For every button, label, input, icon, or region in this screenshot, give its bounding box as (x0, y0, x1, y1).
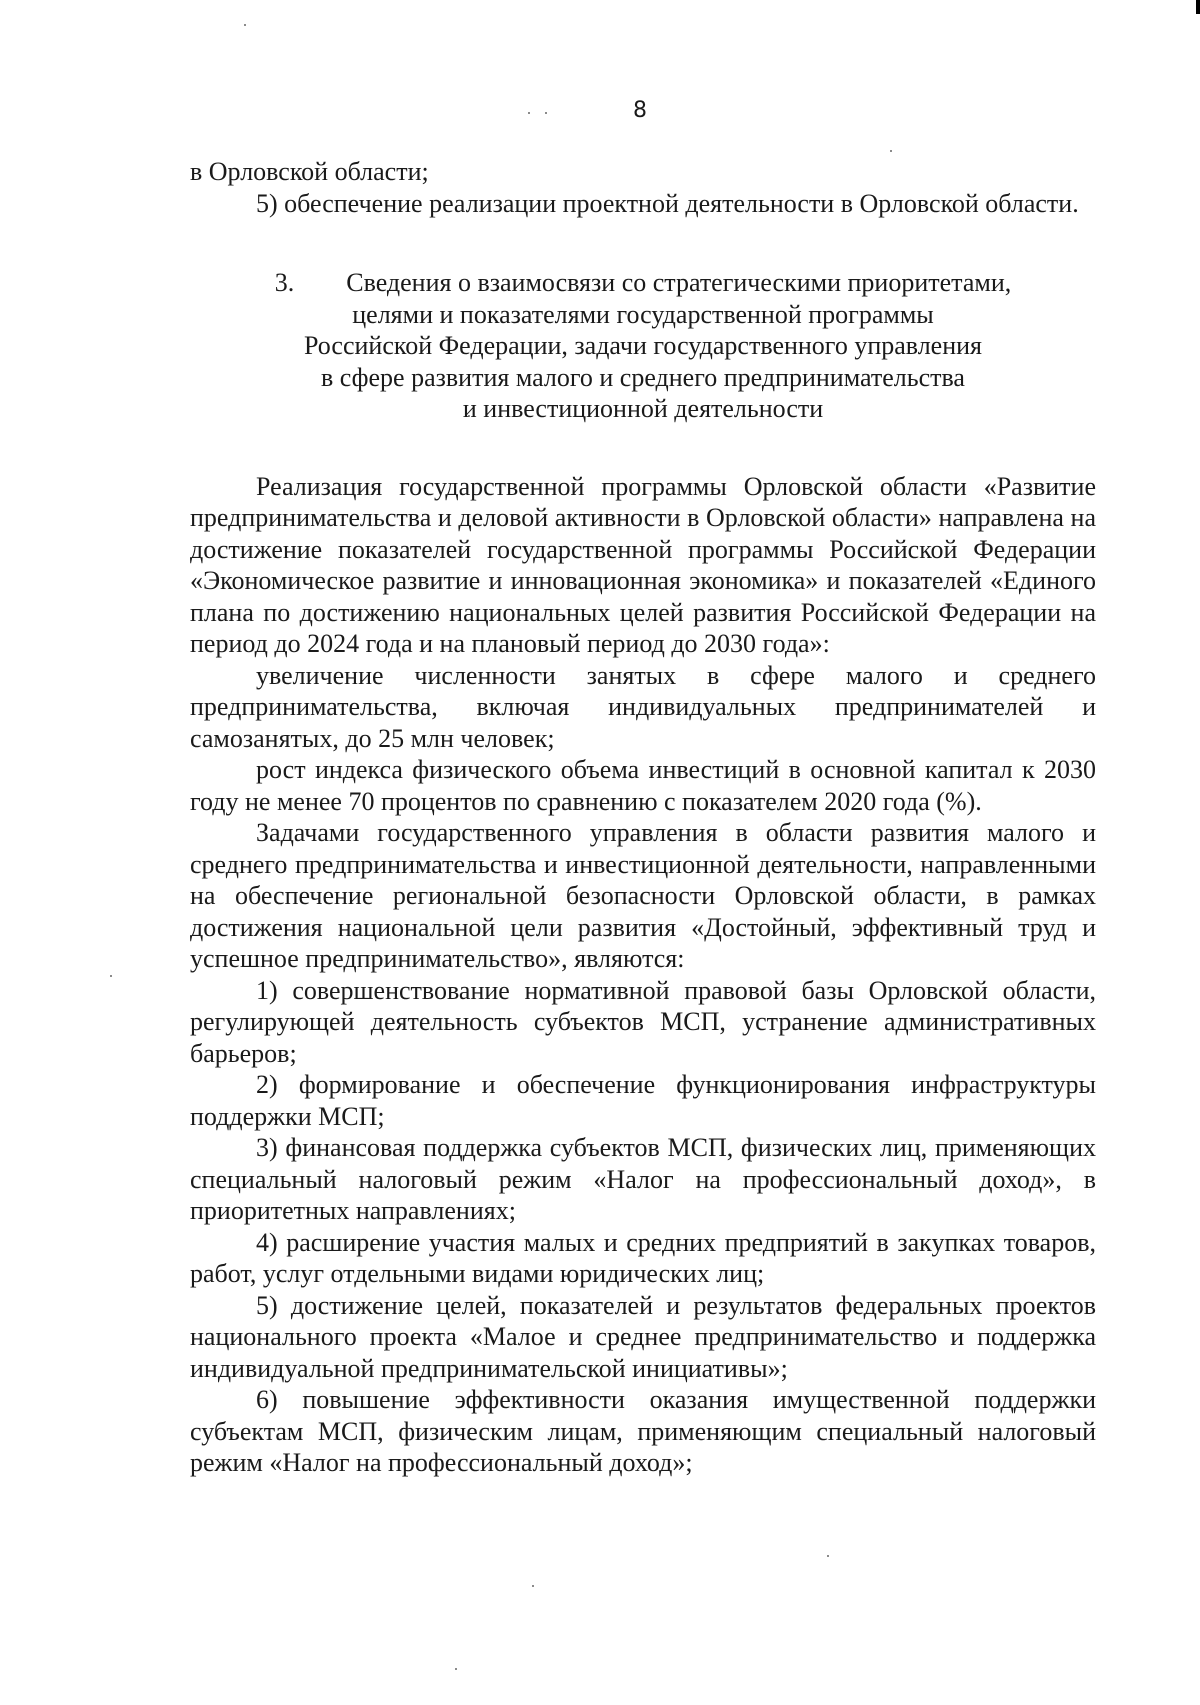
list-item: 2) формирование и обеспечение функционирования инфраструктуры поддержки МСП; (190, 1070, 1096, 1131)
section-number: 3. (274, 268, 295, 297)
section-title-line: и инвестиционной деятельности (462, 394, 824, 423)
list-item: 3) финансовая поддержка субъектов МСП, физических лиц, применяющих специальный налоговый режим «Налог на профессиональный доход», в приоритетных направлениях; (190, 1133, 1096, 1225)
paragraph: увеличение численности занятых в сфере малого и среднего предпринимательства, включая индивидуальных предпринимателей и самозанятых, до 25 млн человек; (190, 660, 1096, 753)
paragraph: Реализация государственной программы Орловской области «Развитие предпринимательства и деловой активности в Орловской области» направлена на достижение показателей государственной программы Российской Федерации «Экономическое развитие и инновационная экономика» и показателей «Единого плана по достижению национальных целей развития Российской Федерации на период до 2024 года и на плановый период до 2030 года»: (190, 471, 1096, 658)
section-title-line: в сфере развития малого и среднего предпринимательства (321, 362, 965, 392)
scan-speck (532, 1585, 534, 1587)
list-item: 5) обеспечение реализации проектной деятельности в Орловской области. (256, 188, 1079, 218)
scan-speck (455, 1668, 457, 1670)
list-item: 4) расширение участия малых и средних предприятий в закупках товаров, работ, услуг отдельными видами юридических лиц; (190, 1227, 1096, 1288)
list-item: 1) совершенствование нормативной правовой базы Орловской области, регулирующей деятельность субъектов МСП, устранение административных барьеров; (190, 975, 1096, 1068)
section-title-line: Российской Федерации, задачи государственного управления (303, 331, 983, 360)
section-heading-line (190, 267, 1096, 299)
list-item: 6) повышение эффективности оказания имущественной поддержки субъектам МСП, физическим лицам, применяющим специальный налоговый режим «Налог на профессиональный доход»; (190, 1385, 1096, 1477)
section-heading (190, 267, 1096, 425)
scan-edge-mark (1196, 0, 1200, 14)
document-body (190, 156, 1096, 1479)
scan-speck (827, 1555, 829, 1557)
paragraph: Задачами государственного управления в области развития малого и среднего предпринимательства и инвестиционной деятельности, направленными на обеспечение региональной безопасности Орловской области, в рамках достижения национальной цели развития «Достойный, эффективный труд и успешное предпринимательство», являются: (190, 818, 1096, 973)
scan-speck (890, 150, 892, 152)
section-title-line: целями и показателями государственной программы (352, 299, 934, 329)
list-item: 5) достижение целей, показателей и результатов федеральных проектов национального проекта «Малое и среднее предпринимательство и поддержка индивидуальной предпринимательской инициативы»; (190, 1290, 1096, 1383)
continuation-line: в Орловской области; (190, 157, 429, 186)
paragraph: рост индекса физического объема инвестиций в основной капитал к 2030 году не менее 70 процентов по сравнению с показателем 2020 года (%). (190, 755, 1096, 816)
section-title-line: Сведения о взаимосвязи со стратегическими приоритетами, (346, 268, 1012, 297)
scan-speck (110, 975, 112, 977)
page-number: 8 (633, 98, 647, 123)
scan-speck (244, 24, 246, 26)
